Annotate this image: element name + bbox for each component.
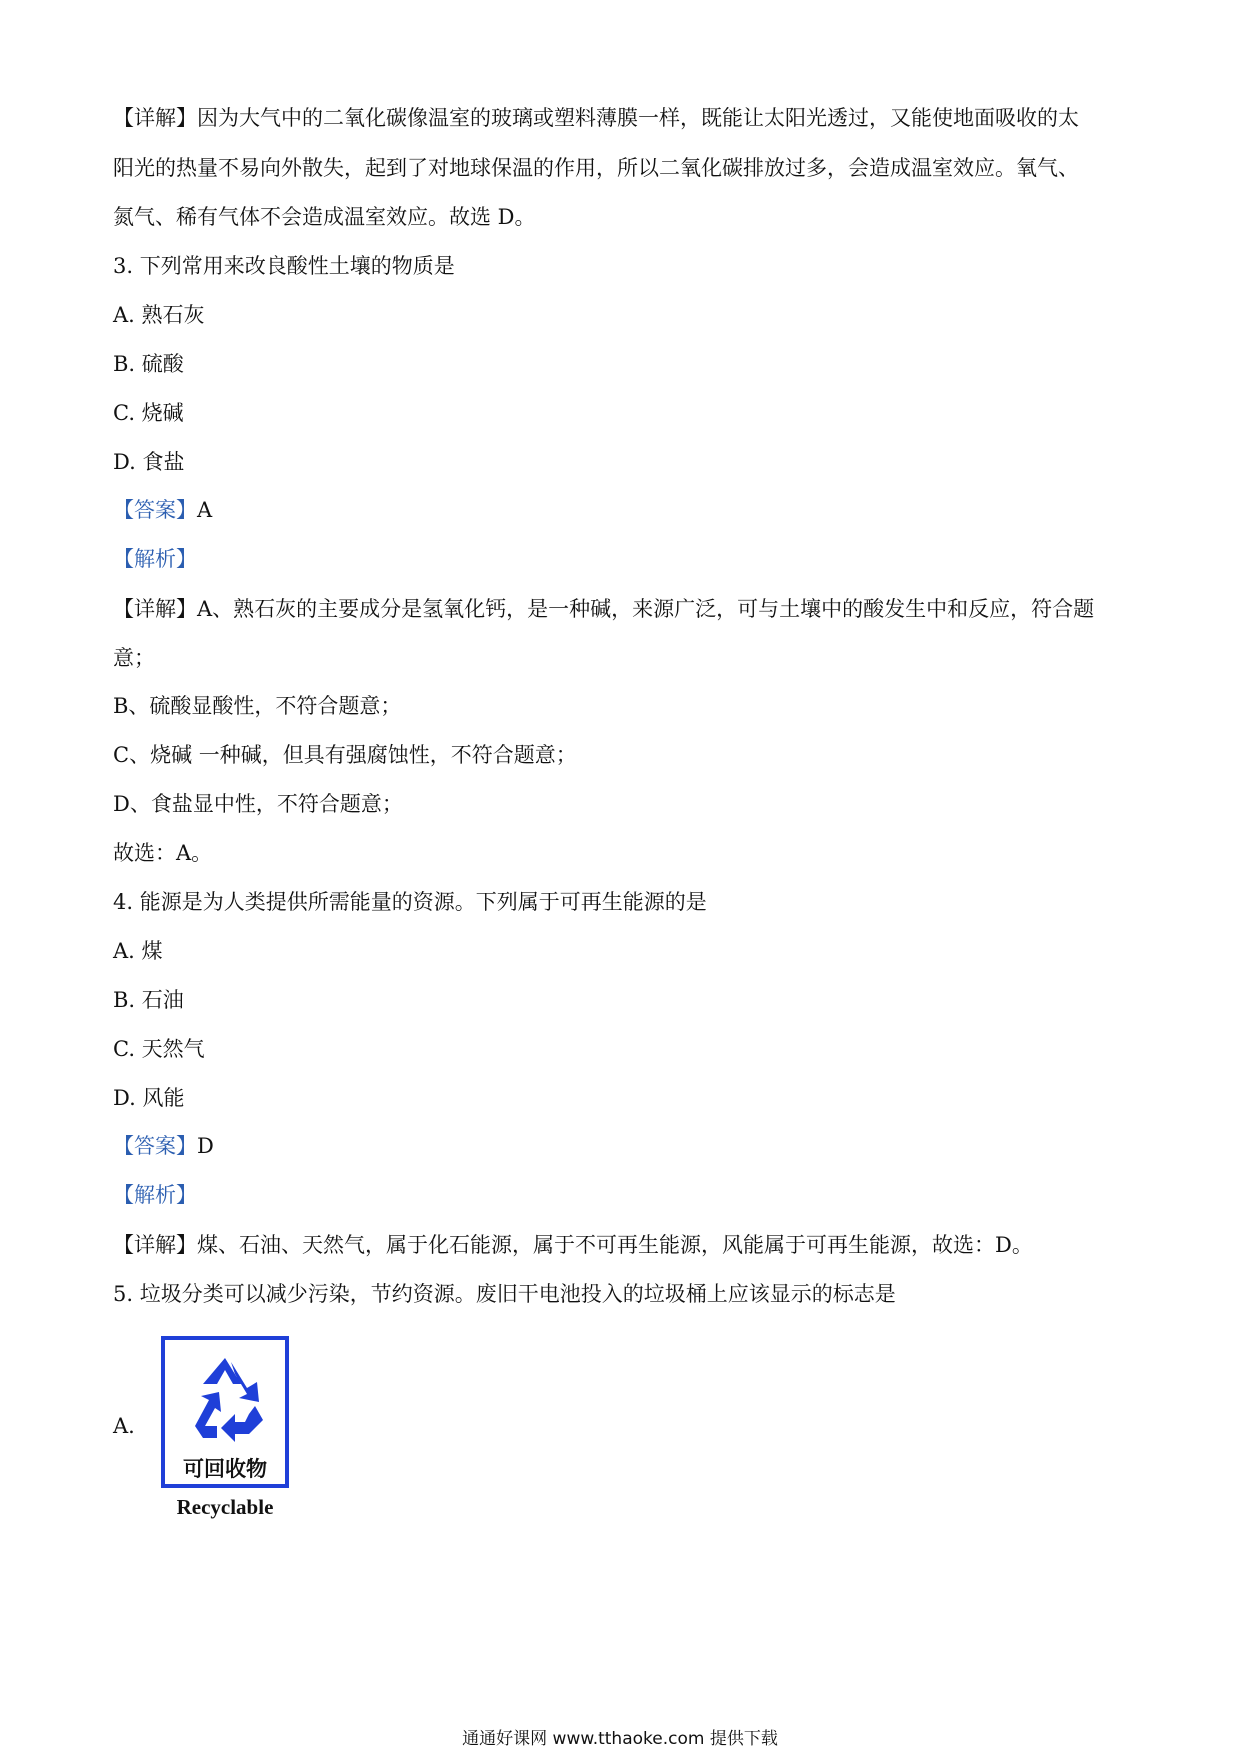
detail-line-1: 【详解】因为大气中的二氧化碳像温室的玻璃或塑料薄膜一样，既能让太阳光透过，又能使地面吸收的太	[113, 106, 1079, 130]
detail-line-3: 氮气、稀有气体不会造成温室效应。故选 D。	[113, 205, 536, 229]
q5-stem: 5. 垃圾分类可以减少污染，节约资源。废旧干电池投入的垃圾桶上应该显示的标志是	[113, 1282, 896, 1306]
q4-option-a: A. 煤	[113, 939, 163, 963]
footer-text: 通通好课网 www.tthaoke.com 提供下载	[462, 1729, 778, 1749]
q3-detail-5: D、食盐显中性，不符合题意；	[113, 792, 403, 816]
q3-analysis-label: 【解析】	[113, 547, 197, 571]
q3-option-a: A. 熟石灰	[113, 303, 205, 327]
q3-option-d: D. 食盐	[113, 450, 185, 474]
q3-answer	[113, 496, 212, 524]
sign-text-cn: 可回收物	[183, 1457, 267, 1481]
detail-line-2: 阳光的热量不易向外散失，起到了对地球保温的作用，所以二氧化碳排放过多，会造成温室效应。氧气、	[113, 156, 1079, 180]
q3-detail-3: B、硫酸显酸性，不符合题意；	[113, 694, 402, 718]
answer-label: 【答案】	[113, 498, 197, 522]
q5-option-a-label: A.	[113, 1414, 135, 1438]
answer-value: D	[197, 1134, 214, 1158]
q3-detail-6: 故选：A。	[113, 841, 213, 865]
q4-option-d: D. 风能	[113, 1086, 185, 1110]
q3-stem: 3. 下列常用来改良酸性土壤的物质是	[113, 254, 455, 278]
q4-option-c: C. 天然气	[113, 1037, 205, 1061]
q4-analysis-label: 【解析】	[113, 1183, 197, 1207]
q3-detail-1: 【详解】A、熟石灰的主要成分是氢氧化钙，是一种碱，来源广泛，可与土壤中的酸发生中和反应，符合题	[113, 597, 1095, 621]
recyclable-sign	[161, 1336, 289, 1488]
q4-detail-1: 【详解】煤、石油、天然气，属于化石能源，属于不可再生能源，风能属于可再生能源，故选：D。	[113, 1233, 1033, 1257]
recycle-icon	[175, 1348, 275, 1448]
q3-detail-2: 意；	[113, 646, 155, 670]
q3-option-c: C. 烧碱	[113, 401, 184, 425]
q3-option-b: B. 硫酸	[113, 352, 184, 376]
q3-detail-4: C、烧碱 一种碱，但具有强腐蚀性，不符合题意；	[113, 743, 577, 767]
answer-label: 【答案】	[113, 1134, 197, 1158]
sign-text-en: Recyclable	[176, 1495, 274, 1519]
q4-stem: 4. 能源是为人类提供所需能量的资源。下列属于可再生能源的是	[113, 890, 707, 914]
q4-answer	[113, 1132, 214, 1160]
q4-option-b: B. 石油	[113, 988, 184, 1012]
answer-value: A	[197, 498, 213, 522]
